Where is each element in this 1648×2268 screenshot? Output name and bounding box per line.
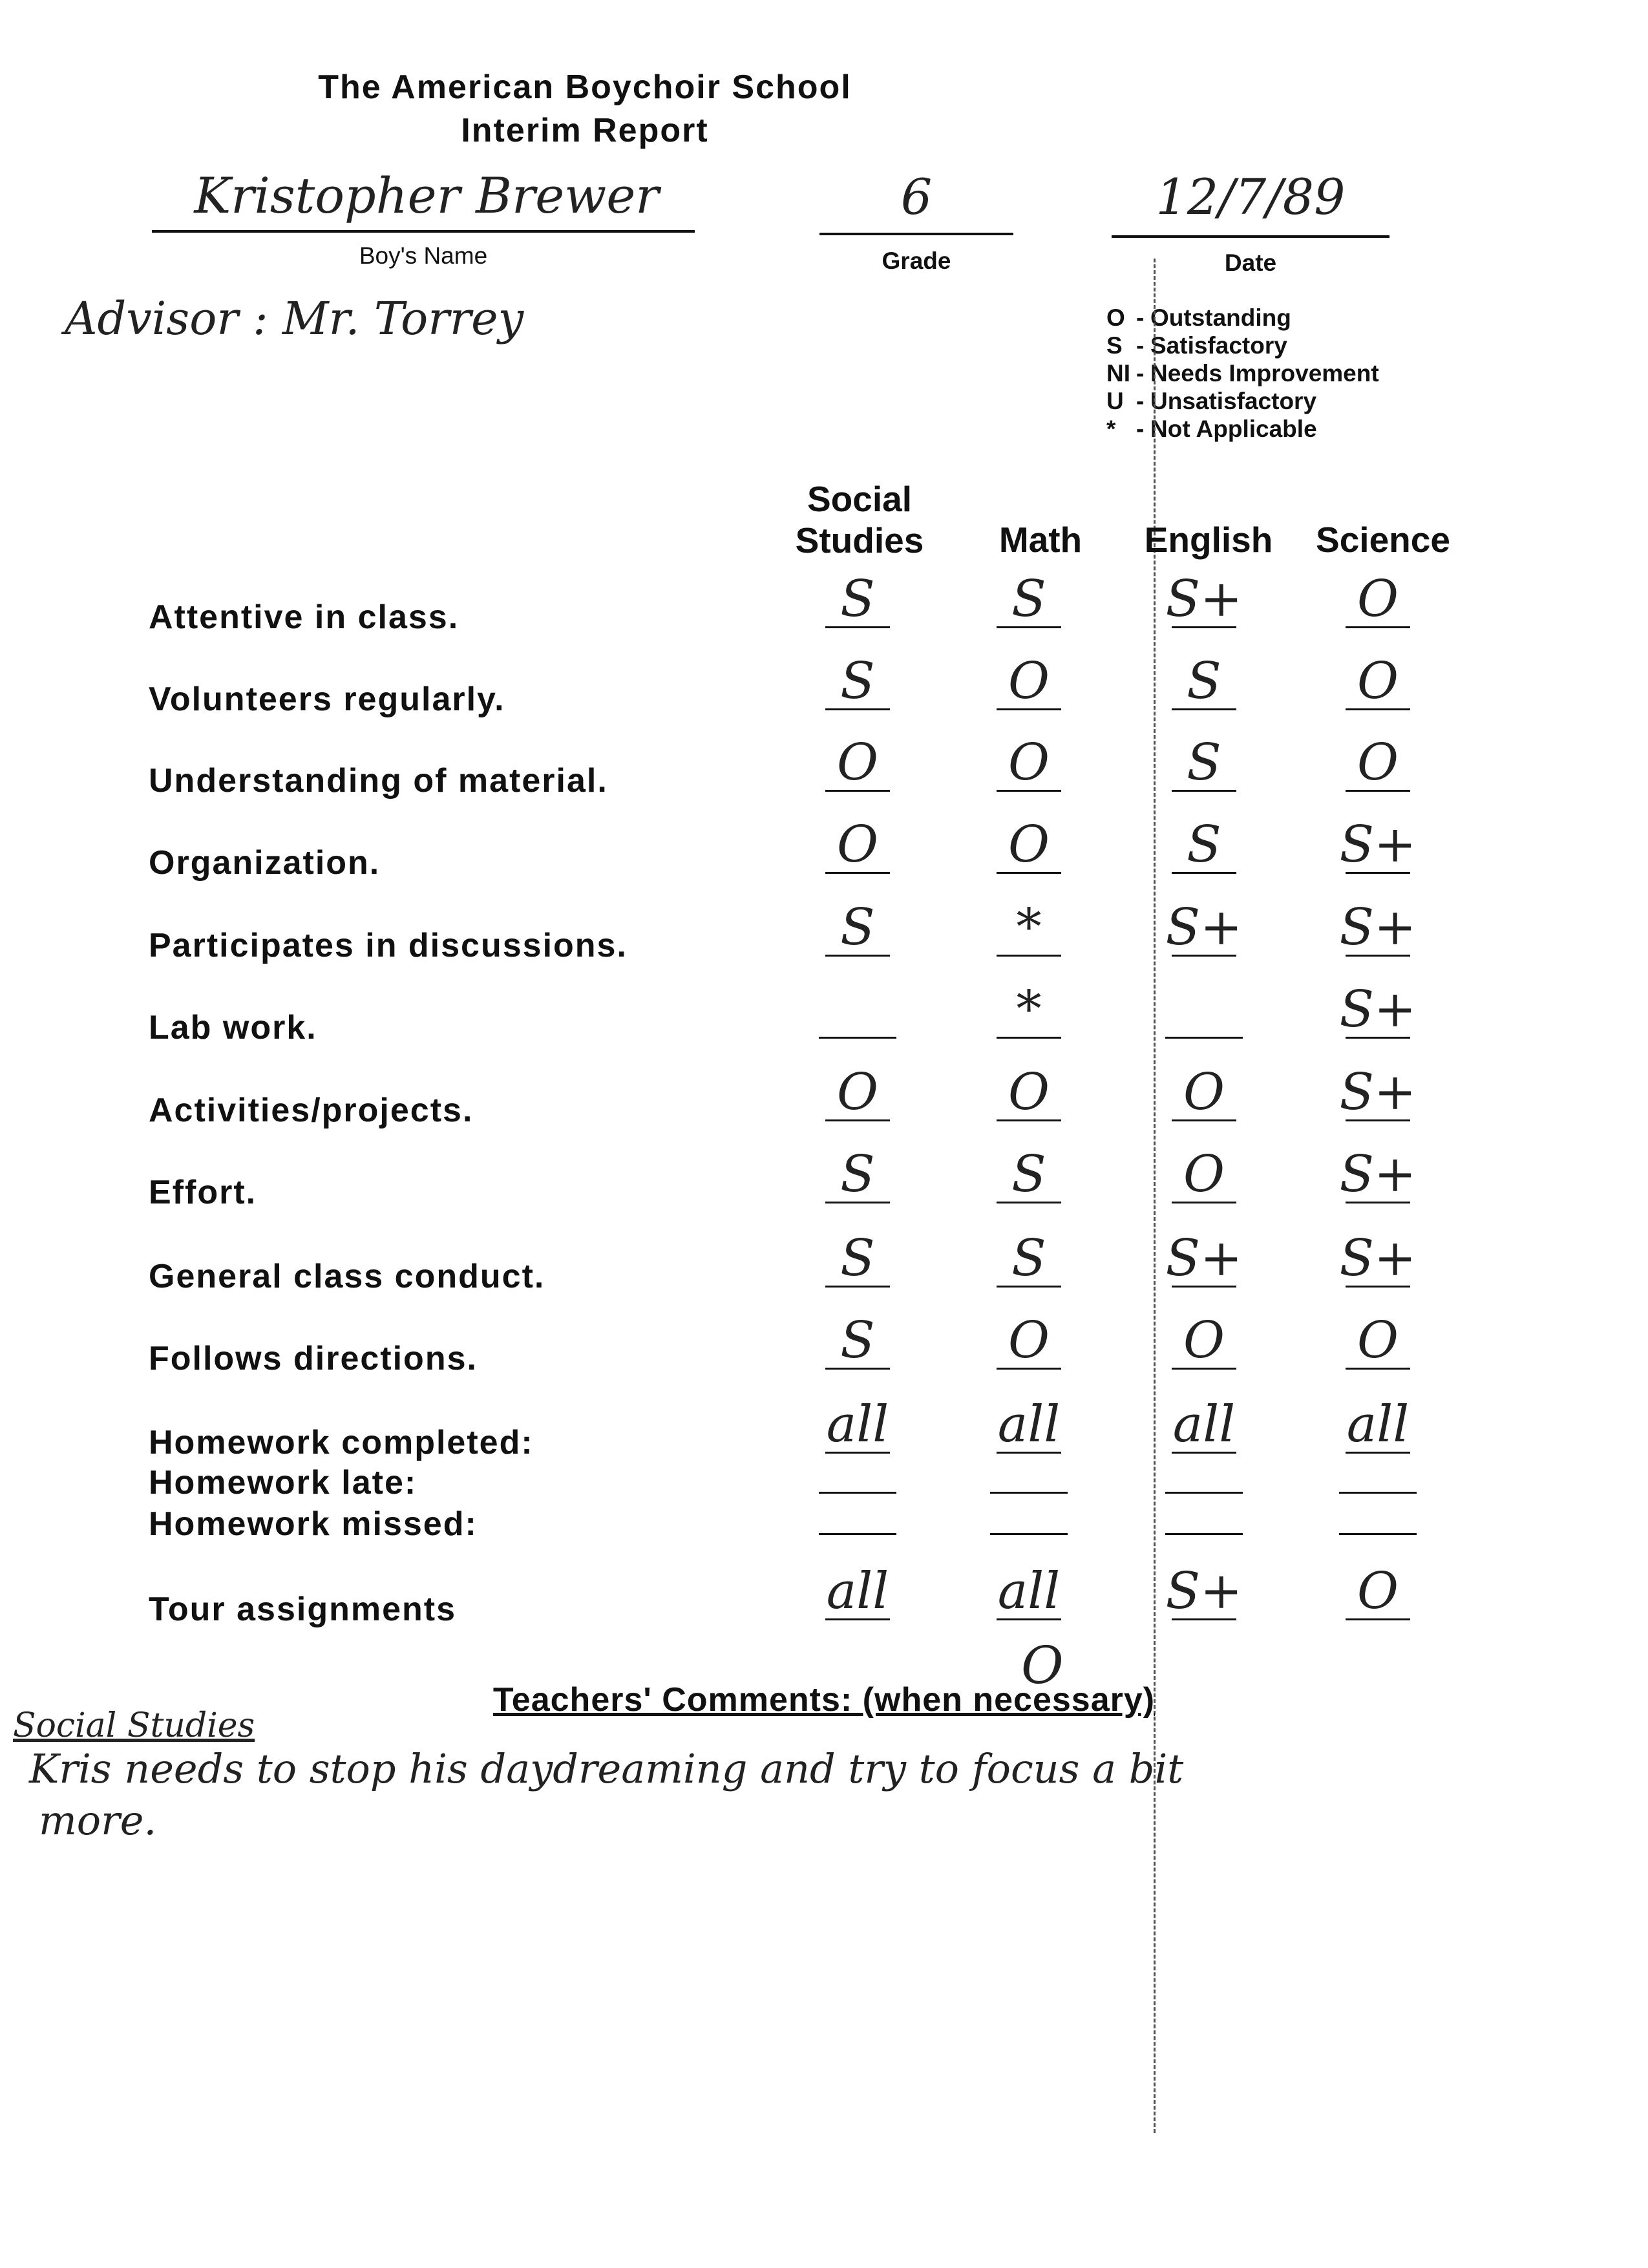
grade-cell xyxy=(1316,980,1439,1046)
grade-cell xyxy=(1143,816,1265,882)
grade-underline xyxy=(1172,872,1236,874)
legend-meaning: Satisfactory xyxy=(1150,332,1287,359)
grade-cell xyxy=(1143,1562,1265,1628)
grade-cell xyxy=(796,1489,919,1543)
grade-mark: O xyxy=(1008,816,1050,874)
grade-underline xyxy=(1346,1618,1410,1620)
grade-cell xyxy=(1316,898,1439,964)
grade-underline xyxy=(1346,1119,1410,1121)
legend-meaning: Outstanding xyxy=(1150,304,1291,331)
subject-header-science: Science xyxy=(1316,520,1450,560)
grade-underline xyxy=(819,1533,896,1535)
grade-cell xyxy=(796,1311,919,1377)
grade-cell xyxy=(1143,1489,1265,1543)
grade-mark: O xyxy=(1008,1063,1050,1121)
grade-underline xyxy=(1172,1368,1236,1370)
grade-underline xyxy=(825,1618,890,1620)
grade-cell xyxy=(1143,1229,1265,1295)
grade-cell xyxy=(967,570,1090,636)
grade-cell xyxy=(1316,1311,1439,1377)
grade-cell xyxy=(1143,1145,1265,1211)
grade-underline xyxy=(1165,1037,1243,1039)
grade-underline xyxy=(1172,1618,1236,1620)
row-label: Homework late: xyxy=(149,1464,417,1501)
comment-subject: Social Studies xyxy=(13,1706,255,1745)
grade-underline xyxy=(997,626,1061,628)
grade-cell xyxy=(1143,898,1265,964)
grade-cell xyxy=(967,734,1090,800)
grade-mark: all xyxy=(997,1395,1061,1454)
grade-mark: S xyxy=(840,1145,875,1203)
grade-mark: S+ xyxy=(1165,1229,1243,1288)
grade-cell xyxy=(1316,734,1439,800)
grade-mark: S xyxy=(1187,816,1221,874)
grade-underline xyxy=(1172,790,1236,792)
row-label: Attentive in class. xyxy=(149,599,460,636)
grade-mark: O xyxy=(837,1063,878,1121)
legend-row: S - Satisfactory xyxy=(1106,332,1287,359)
grade-underline xyxy=(825,790,890,792)
grade-underline xyxy=(1346,790,1410,792)
grade-cell xyxy=(796,1229,919,1295)
grade-mark: S+ xyxy=(1339,1145,1417,1203)
grade-underline xyxy=(997,872,1061,874)
grade-mark: O xyxy=(1008,1311,1050,1370)
row-label: Activities/projects. xyxy=(149,1092,474,1129)
legend-meaning: Not Applicable xyxy=(1150,416,1317,442)
legend-row: NI - Needs Improvement xyxy=(1106,360,1379,387)
grade-mark: O xyxy=(1183,1145,1225,1203)
row-label: Volunteers regularly. xyxy=(149,681,505,718)
grade-underline xyxy=(1172,1119,1236,1121)
row-label: Follows directions. xyxy=(149,1340,478,1377)
grade-cell xyxy=(796,1063,919,1129)
grade-cell xyxy=(1316,1562,1439,1628)
subject-header-english: English xyxy=(1144,520,1273,560)
grade-underline xyxy=(1172,626,1236,628)
school-name: The American Boychoir School xyxy=(318,69,852,106)
grade-underline xyxy=(997,955,1061,957)
grade-mark: O xyxy=(1357,1562,1399,1620)
grade-mark: S xyxy=(840,652,875,710)
legend-meaning: Unsatisfactory xyxy=(1150,388,1317,414)
grade-mark: S xyxy=(840,1311,875,1370)
grade-mark: O xyxy=(1357,734,1399,792)
grade-underline xyxy=(1172,708,1236,710)
row-label: Lab work. xyxy=(149,1009,317,1046)
tour-math-extra-mark: O xyxy=(1021,1635,1064,1695)
grade-label: Grade xyxy=(882,248,951,274)
grade-mark: S+ xyxy=(1339,816,1417,874)
grade-mark: S+ xyxy=(1165,898,1243,957)
legend-code: * xyxy=(1106,416,1116,442)
row-label: Tour assignments xyxy=(149,1591,457,1628)
grade-underline xyxy=(997,1618,1061,1620)
grade-underline xyxy=(825,1119,890,1121)
grade-cell xyxy=(967,1229,1090,1295)
grade-cell xyxy=(1143,570,1265,636)
grade-underline xyxy=(825,1368,890,1370)
row-label: Effort. xyxy=(149,1174,257,1211)
grade-value: 6 xyxy=(900,168,933,226)
grade-underline xyxy=(819,1037,896,1039)
grade-underline xyxy=(997,1368,1061,1370)
grade-underline xyxy=(997,790,1061,792)
grade-cell xyxy=(1316,1489,1439,1543)
rating-legend xyxy=(1106,304,1379,443)
grade-mark: S xyxy=(1187,652,1221,710)
grade-mark: S+ xyxy=(1339,980,1417,1039)
grade-cell xyxy=(1316,1063,1439,1129)
grade-mark: S+ xyxy=(1339,1063,1417,1121)
date-line xyxy=(1112,235,1389,238)
grade-underline xyxy=(1346,626,1410,628)
grade-underline xyxy=(997,1202,1061,1203)
subject-header-social-studies: Social Studies xyxy=(795,479,924,560)
grade-cell xyxy=(796,734,919,800)
subject-header-math: Math xyxy=(998,520,1083,560)
grade-cell xyxy=(967,1063,1090,1129)
grade-cell xyxy=(1316,1229,1439,1295)
grade-cell xyxy=(1143,734,1265,800)
legend-row: O - Outstanding xyxy=(1106,304,1291,331)
grade-underline xyxy=(825,708,890,710)
grade-mark: S xyxy=(1187,734,1221,792)
grade-cell xyxy=(1143,1311,1265,1377)
row-label: Participates in discussions. xyxy=(149,927,628,964)
grade-mark: all xyxy=(826,1562,889,1620)
grade-underline xyxy=(997,1286,1061,1288)
grade-mark: * xyxy=(1016,980,1042,1039)
row-label: Understanding of material. xyxy=(149,762,608,800)
grade-cell xyxy=(1316,570,1439,636)
grade-mark: O xyxy=(1183,1311,1225,1370)
grade-underline xyxy=(825,872,890,874)
grade-underline xyxy=(825,1286,890,1288)
grade-cell xyxy=(796,652,919,718)
grade-underline xyxy=(1339,1533,1417,1535)
grade-underline xyxy=(1346,955,1410,957)
comment-line-1: Kris needs to stop his daydreaming and try to focus a bit xyxy=(29,1745,1184,1792)
grade-cell xyxy=(796,1145,919,1211)
grade-mark: all xyxy=(1346,1395,1410,1454)
grade-mark: O xyxy=(1357,1311,1399,1370)
grade-mark: * xyxy=(1016,898,1042,957)
grade-underline xyxy=(1346,1202,1410,1203)
legend-code: S xyxy=(1106,332,1123,359)
grade-cell xyxy=(1316,1145,1439,1211)
grade-mark: S+ xyxy=(1165,570,1243,628)
grade-cell xyxy=(967,1145,1090,1211)
legend-row: U - Unsatisfactory xyxy=(1106,388,1317,414)
comment-line-2: more. xyxy=(39,1797,157,1844)
grade-cell xyxy=(796,570,919,636)
row-label: Organization. xyxy=(149,844,381,882)
grade-underline xyxy=(997,708,1061,710)
grade-underline xyxy=(1346,1037,1410,1039)
grade-underline xyxy=(1346,1286,1410,1288)
grade-mark: O xyxy=(1008,652,1050,710)
grade-cell xyxy=(967,1489,1090,1543)
grade-mark: S xyxy=(840,570,875,628)
boy-name-line xyxy=(152,230,695,233)
grade-cell xyxy=(1316,652,1439,718)
grade-underline xyxy=(1346,1368,1410,1370)
grade-mark: O xyxy=(1357,652,1399,710)
grade-cell xyxy=(1143,652,1265,718)
grade-underline xyxy=(990,1533,1068,1535)
grade-mark: all xyxy=(997,1562,1061,1620)
grade-underline xyxy=(997,1037,1061,1039)
grade-cell xyxy=(967,652,1090,718)
grade-mark: S+ xyxy=(1339,1229,1417,1288)
comments-title: Teachers' Comments: (when necessary) xyxy=(492,1681,1156,1719)
grade-mark: all xyxy=(1172,1395,1236,1454)
grade-underline xyxy=(1346,708,1410,710)
legend-code: U xyxy=(1106,388,1124,414)
grade-underline xyxy=(1165,1533,1243,1535)
grade-mark: S+ xyxy=(1339,898,1417,957)
grade-mark: S xyxy=(1011,570,1046,628)
date-label: Date xyxy=(1224,249,1277,276)
grade-cell xyxy=(796,898,919,964)
grade-mark: O xyxy=(1357,570,1399,628)
grade-mark: O xyxy=(1183,1063,1225,1121)
date-value: 12/7/89 xyxy=(1156,168,1346,226)
grade-line xyxy=(819,233,1013,235)
grade-mark: S xyxy=(840,898,875,957)
grade-mark: S xyxy=(1011,1229,1046,1288)
row-label: General class conduct. xyxy=(149,1258,545,1295)
grade-cell xyxy=(1316,816,1439,882)
row-label: Homework missed: xyxy=(149,1505,478,1543)
advisor-note: Advisor : Mr. Torrey xyxy=(65,292,524,345)
grade-cell xyxy=(796,992,919,1046)
grade-cell xyxy=(796,816,919,882)
grade-mark: S+ xyxy=(1165,1562,1243,1620)
report-title: Interim Report xyxy=(461,112,709,149)
grade-cell xyxy=(796,1562,919,1628)
grade-mark: S xyxy=(840,1229,875,1288)
legend-row: * - Not Applicable xyxy=(1106,416,1317,442)
grade-cell xyxy=(967,816,1090,882)
grade-mark: O xyxy=(1008,734,1050,792)
grade-underline xyxy=(825,955,890,957)
boy-name-label: Boy's Name xyxy=(359,242,488,269)
row-label: Homework completed: xyxy=(149,1424,534,1461)
grade-underline xyxy=(1346,872,1410,874)
legend-code: O xyxy=(1106,304,1125,331)
grade-cell xyxy=(967,898,1090,964)
grade-underline xyxy=(1172,955,1236,957)
legend-meaning: Needs Improvement xyxy=(1150,360,1379,387)
grade-cell xyxy=(1143,992,1265,1046)
grade-mark: S xyxy=(1011,1145,1046,1203)
boy-name-value: Kristopher Brewer xyxy=(194,167,659,224)
grade-underline xyxy=(997,1119,1061,1121)
grade-mark: all xyxy=(826,1395,889,1454)
legend-code: NI xyxy=(1106,360,1130,387)
grade-underline xyxy=(825,626,890,628)
grade-underline xyxy=(825,1202,890,1203)
grade-cell xyxy=(967,1311,1090,1377)
grade-mark: O xyxy=(837,734,878,792)
grade-underline xyxy=(1172,1202,1236,1203)
grade-cell xyxy=(1143,1063,1265,1129)
grade-mark: O xyxy=(837,816,878,874)
grade-cell xyxy=(967,980,1090,1046)
grade-cell xyxy=(967,1562,1090,1628)
grade-underline xyxy=(1172,1286,1236,1288)
